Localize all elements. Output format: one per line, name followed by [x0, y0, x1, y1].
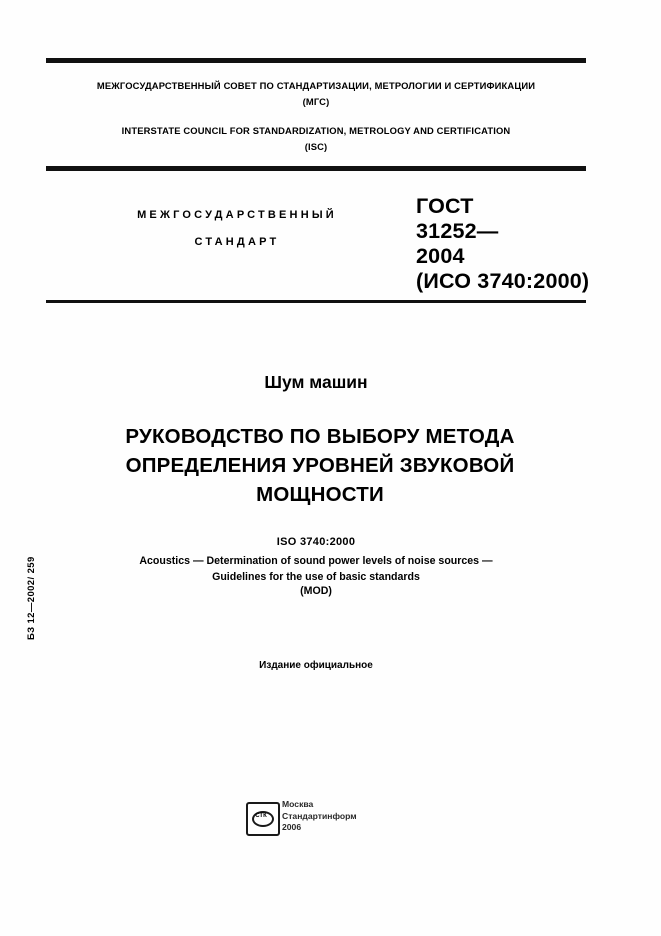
- council-line-ru: МЕЖГОСУДАРСТВЕННЫЙ СОВЕТ ПО СТАНДАРТИЗАЦИИ, МЕТРОЛОГИИ И СЕРТИФИКАЦИИ: [96, 80, 536, 91]
- iso-description-line2: Guidelines for the use of basic standards: [212, 570, 420, 583]
- council-abbr-ru: (МГС): [302, 96, 330, 107]
- standard-band: [46, 186, 590, 296]
- publisher-lines: [282, 799, 412, 834]
- council-line-en: INTERSTATE COUNCIL FOR STANDARDIZATION, METROLOGY AND CERTIFICATION: [121, 125, 511, 136]
- official-edition-note: Издание официальное: [259, 660, 373, 671]
- publisher-name: Стандартинформ: [282, 810, 357, 821]
- publisher-year: 2006: [282, 822, 302, 832]
- emblem-label: СТК: [255, 813, 267, 819]
- standard-number-code: 31252—: [416, 219, 499, 243]
- bottom-divider-rule: [46, 300, 586, 303]
- middle-divider-rule: [46, 166, 586, 171]
- council-abbr-en: (ISC): [304, 141, 328, 152]
- iso-description: [46, 554, 586, 585]
- standard-number: [416, 194, 636, 294]
- document-title-line1: РУКОВОДСТВО ПО ВЫБОРУ МЕТОДА: [125, 425, 515, 448]
- top-divider-rule: [46, 58, 586, 63]
- document-title-line3: МОЩНОСТИ: [256, 483, 384, 506]
- standard-number-prefix: ГОСТ: [416, 194, 474, 218]
- standard-type-line1: МЕЖГОСУДАРСТВЕННЫЙ: [137, 209, 337, 221]
- standard-type: [102, 202, 372, 256]
- council-block: [46, 78, 586, 155]
- standard-number-year: 2004: [416, 244, 465, 268]
- iso-description-line1: Acoustics — Determination of sound power levels of noise sources —: [139, 555, 493, 567]
- publisher-block: [240, 798, 420, 842]
- iso-reference-block: [46, 536, 586, 597]
- standard-type-line2: СТАНДАРТ: [194, 236, 280, 248]
- iso-code: ISO 3740:2000: [276, 536, 356, 548]
- document-title: [70, 422, 570, 509]
- document-subtitle: Шум машин: [264, 372, 368, 392]
- document-title-line2: ОПРЕДЕЛЕНИЯ УРОВНЕЙ ЗВУКОВОЙ: [125, 454, 515, 477]
- publisher-emblem-icon: [246, 802, 280, 836]
- iso-modification-degree: (MOD): [300, 585, 332, 597]
- publisher-city: Москва: [282, 799, 314, 809]
- standard-number-iso-ref: (ИСО 3740:2000): [416, 269, 590, 293]
- side-margin-code: БЗ 12—2002/ 259: [26, 556, 37, 640]
